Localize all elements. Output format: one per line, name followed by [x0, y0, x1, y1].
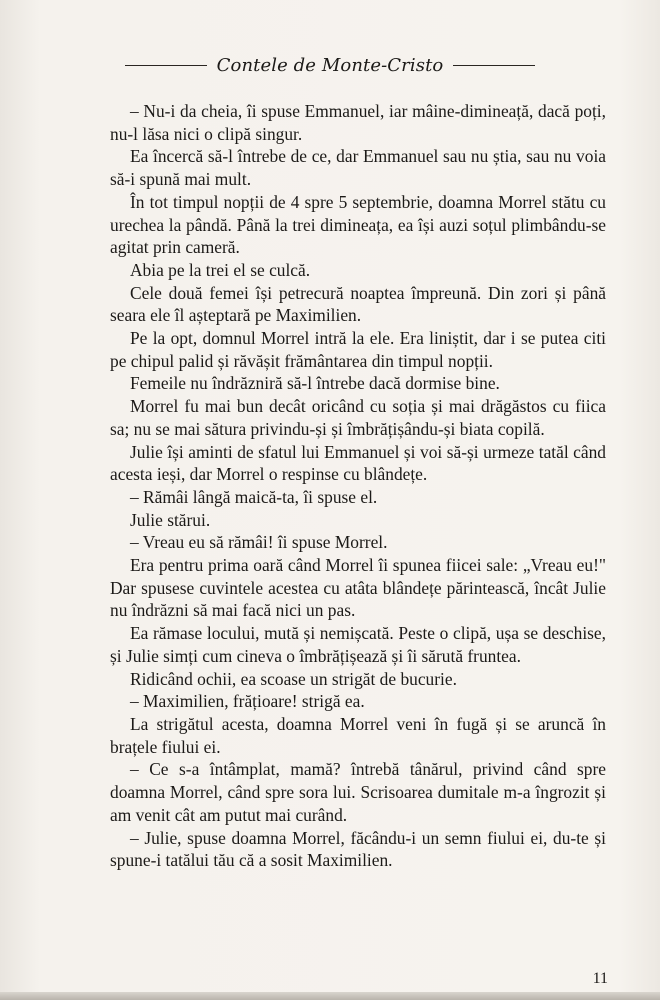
paragraph: – Julie, spuse doamna Morrel, făcându-i un semn fiului ei, du-te și spune-i tatălui tău că a sosit Maximilien.	[110, 827, 606, 871]
page-number: 11	[592, 970, 608, 987]
paragraph: Julie își aminti de sfatul lui Emmanuel și voi să-și urmeze tatăl când acesta ieși, dar Morrel o respinse cu blândețe.	[110, 441, 606, 485]
paragraph: – Vreau eu să rămâi! îi spuse Morrel.	[130, 532, 388, 553]
paragraph: Morrel fu mai bun decât oricând cu soția și mai drăgăstos cu fiica sa; nu se mai sătura privindu-și și îmbrățișându-și biata copilă.	[110, 396, 606, 439]
book-title: Contele de Monte-Cristo	[216, 54, 444, 76]
body-text	[110, 100, 606, 872]
paragraph: Ea încercă să-l întrebe de ce, dar Emmanuel sau nu știa, sau nu voia să-i spună mai mult.	[110, 146, 606, 190]
paragraph: – Rămâi lângă maică-ta, îi spuse el.	[130, 486, 378, 507]
paragraph: Ridicând ochii, ea scoase un strigăt de bucurie.	[130, 668, 457, 689]
page-bottom-edge	[0, 992, 660, 1000]
header-rule-left	[125, 65, 207, 66]
paragraph: – Ce s-a întâmplat, mamă? întrebă tânărul, privind când spre doamna Morrel, când spre sora lui. Scrisoarea dumitale m-a îngrozit și am venit cât am putut mai curând.	[110, 759, 606, 825]
paragraph: În tot timpul nopții de 4 spre 5 septembrie, doamna Morrel stătu cu urechea la pândă. Până la trei dimineața, ea își auzi soțul plimbându-se agitat prin cameră.	[110, 191, 606, 258]
paragraph: Abia pe la trei el se culcă.	[130, 259, 311, 280]
paragraph: Femeile nu îndrăzniră să-l întrebe dacă dormise bine.	[130, 373, 500, 394]
paragraph: – Maximilien, frățioare! strigă ea.	[130, 691, 365, 712]
paragraph: Era pentru prima oară când Morrel îi spunea fiicei sale: „Vreau eu!" Dar spusese cuvintele acestea cu atâta blândețe părintească, încât Julie nu îndrăzni să mai facă nici un pas.	[110, 555, 606, 621]
header-rule-right	[453, 65, 535, 66]
running-header	[0, 50, 660, 80]
paragraph: Cele două femei își petrecură noaptea împreună. Din zori și până seara ele îl așteptară pe Maximilien.	[110, 282, 606, 326]
paragraph: Ea rămase locului, mută și nemișcată. Peste o clipă, ușa se deschise, și Julie simți cum cineva o îmbrățișează și îi sărută fruntea.	[110, 623, 606, 666]
paragraph: La strigătul acesta, doamna Morrel veni în fugă și se aruncă în brațele fiului ei.	[110, 713, 606, 757]
paragraph: – Nu-i da cheia, îi spuse Emmanuel, iar mâine-dimineață, dacă poți, nu-l lăsa nici o clipă singur.	[110, 101, 606, 144]
paragraph: Pe la opt, domnul Morrel intră la ele. Era liniștit, dar i se putea citi pe chipul palid și răvășit frământarea din timpul nopții.	[110, 328, 606, 371]
paragraph: Julie stărui.	[130, 509, 211, 530]
